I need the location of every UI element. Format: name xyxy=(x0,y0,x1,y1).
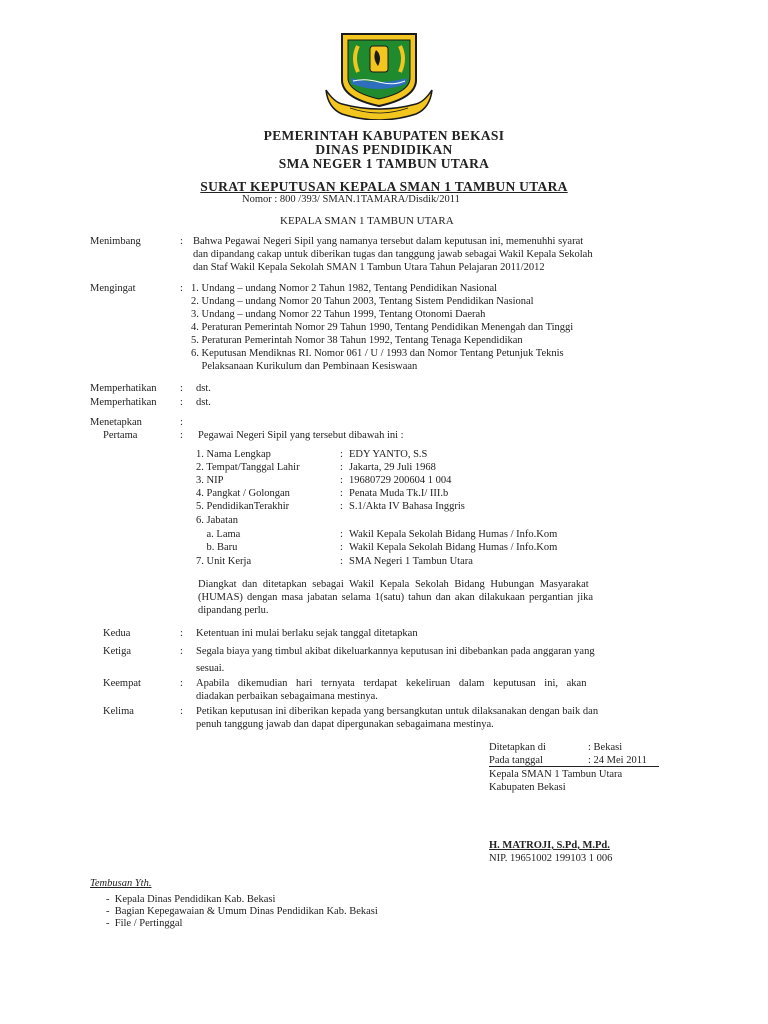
kelima-text: Petikan keputusan ini diberikan kepada yang bersangkutan untuk dilaksanakan dengan baik dan xyxy=(196,706,599,717)
mengingat-item: 6. Keputusan Mendiknas RI. Nomor 061 / U / 1993 dan Nomor Tentang Petunjuk Teknis xyxy=(191,348,564,359)
identity-value: S.1/Akta IV Bahasa Inggris xyxy=(349,501,465,512)
identity-colon: : xyxy=(340,449,343,460)
kelima-label: Kelima xyxy=(103,706,134,717)
menimbang-colon: : xyxy=(180,236,183,247)
memperhatikan-value: dst. xyxy=(196,397,211,408)
mengingat-label: Mengingat xyxy=(90,283,136,294)
memperhatikan-value: dst. xyxy=(196,383,211,394)
mengingat-item: 5. Peraturan Pemerintah Nomor 38 Tahun 1992, Tentang Tenaga Kependidikan xyxy=(191,335,523,346)
kelima-colon: : xyxy=(180,706,183,717)
tembusan-item: - File / Pertinggal xyxy=(106,918,183,929)
mengingat-item: 4. Peraturan Pemerintah Nomor 29 Tahun 1990, Tentang Pendidikan Menengah dan Tinggi xyxy=(191,322,574,333)
menetapkan-label: Menetapkan xyxy=(90,417,142,428)
kedua-label: Kedua xyxy=(103,628,131,639)
identity-label: 1. Nama Lengkap xyxy=(196,449,271,460)
appointment-paragraph: dipandang perlu. xyxy=(198,605,269,616)
identity-colon: : xyxy=(340,462,343,473)
keempat-label: Keempat xyxy=(103,678,141,689)
tembusan-item: - Bagian Kepegawaian & Umum Dinas Pendidikan Kab. Bekasi xyxy=(106,906,378,917)
mengingat-item: Pelaksanaan Kurikulum dan Pembinaan Kesiswaan xyxy=(191,361,418,372)
bekasi-emblem-logo xyxy=(320,28,438,120)
pertama-colon: : xyxy=(180,430,183,441)
ketiga-colon: : xyxy=(180,646,183,657)
identity-label: 4. Pangkat / Golongan xyxy=(196,488,290,499)
identity-label: 5. PendidikanTerakhir xyxy=(196,501,290,512)
keempat-text: diadakan perbaikan sebagaimana mestinya. xyxy=(196,691,378,702)
tembusan-item: - Kepala Dinas Pendidikan Kab. Bekasi xyxy=(106,894,276,905)
identity-label: 6. Jabatan xyxy=(196,515,238,526)
ditetapkan-label: Ditetapkan di xyxy=(489,742,546,753)
signer-region: Kabupaten Bekasi xyxy=(489,782,566,793)
pertama-text: Pegawai Negeri Sipil yang tersebut dibawah ini : xyxy=(198,430,404,441)
memperhatikan-label: Memperhatikan xyxy=(90,397,157,408)
date-underline xyxy=(489,766,659,767)
ditetapkan-value: : Bekasi xyxy=(588,742,623,753)
identity-colon: : xyxy=(340,556,343,567)
identity-colon: : xyxy=(340,475,343,486)
keempat-colon: : xyxy=(180,678,183,689)
tanggal-label: Pada tanggal xyxy=(489,755,543,766)
header-school: SMA NEGER 1 TAMBUN UTARA xyxy=(278,156,490,171)
identity-label: 7. Unit Kerja xyxy=(196,556,252,567)
header-department: DINAS PENDIDIKAN xyxy=(315,142,453,157)
identity-value: Wakil Kepala Sekolah Bidang Humas / Info.Kom xyxy=(349,529,558,540)
identity-colon: : xyxy=(340,542,343,553)
tembusan-title: Tembusan Yth. xyxy=(90,878,152,889)
identity-label: a. Lama xyxy=(196,529,241,540)
memperhatikan-colon: : xyxy=(180,397,183,408)
mengingat-colon: : xyxy=(180,283,183,294)
identity-colon: : xyxy=(340,529,343,540)
signer-position: Kepala SMAN 1 Tambun Utara xyxy=(489,769,623,780)
header-government: PEMERINTAH KABUPATEN BEKASI xyxy=(263,128,505,143)
identity-value: 19680729 200604 1 004 xyxy=(349,475,452,486)
kelima-text: penuh tanggung jawab dan dapat dipergunakan sebagaimana mestinya. xyxy=(196,719,494,730)
appointment-paragraph: (HUMAS) dengan masa jabatan selama 1(satu) tahun dan akan dilakukaan pergantian jika xyxy=(198,592,594,603)
mengingat-item: 1. Undang – undang Nomor 2 Tahun 1982, Tentang Pendidikan Nasional xyxy=(191,283,498,294)
identity-value: Penata Muda Tk.I/ III.b xyxy=(349,488,449,499)
mengingat-item: 2. Undang – undang Nomor 20 Tahun 2003, Tentang Sistem Pendidikan Nasional xyxy=(191,296,534,307)
appointment-paragraph: Diangkat dan ditetapkan sebagai Wakil Kepala Sekolah Bidang Hubungan Masyarakat xyxy=(198,579,589,590)
signer-nip: NIP. 19651002 199103 1 006 xyxy=(489,853,613,864)
decree-subtitle: KEPALA SMAN 1 TAMBUN UTARA xyxy=(280,215,454,227)
decree-number: Nomor : 800 /393/ SMAN.1TAMARA/Disdik/2011 xyxy=(242,194,460,205)
identity-value: Wakil Kepala Sekolah Bidang Humas / Info.Kom xyxy=(349,542,558,553)
mengingat-item: 3. Undang – undang Nomor 22 Tahun 1999, Tentang Otonomi Daerah xyxy=(191,309,486,320)
kedua-text: Ketentuan ini mulai berlaku sejak tanggal ditetapkan xyxy=(196,628,418,639)
identity-colon: : xyxy=(340,488,343,499)
tanggal-value: : 24 Mei 2011 xyxy=(588,755,647,766)
identity-colon: : xyxy=(340,501,343,512)
menimbang-line: dan Staf Wakil Kepala Sekolah SMAN 1 Tambun Utara Tahun Pelajaran 2011/2012 xyxy=(193,262,545,273)
identity-value: SMA Negeri 1 Tambun Utara xyxy=(349,556,473,567)
ketiga-text: Segala biaya yang timbul akibat dikeluarkannya keputusan ini dibebankan pada anggaran yang xyxy=(196,646,595,657)
decree-title: SURAT KEPUTUSAN KEPALA SMAN 1 TAMBUN UTARA xyxy=(200,179,568,194)
keempat-text: Apabila dikemudian hari ternyata terdapat kekeliruan dalam keputusan ini, akan xyxy=(196,678,587,689)
signer-name: H. MATROJI, S.Pd, M.Pd. xyxy=(489,840,610,851)
kedua-colon: : xyxy=(180,628,183,639)
pertama-label: Pertama xyxy=(103,430,138,441)
menetapkan-colon: : xyxy=(180,417,183,428)
ketiga-label: Ketiga xyxy=(103,646,131,657)
menimbang-line: Bahwa Pegawai Negeri Sipil yang namanya tersebut dalam keputusan ini, memenuhhi syarat xyxy=(193,236,584,247)
identity-value: EDY YANTO, S.S xyxy=(349,449,428,460)
memperhatikan-colon: : xyxy=(180,383,183,394)
menimbang-label: Menimbang xyxy=(90,236,141,247)
identity-label: 3. NIP xyxy=(196,475,224,486)
menimbang-line: dan dipandang cakap untuk diberikan tugas dan tanggung jawab sebagai Wakil Kepala Sekolah xyxy=(193,249,593,260)
identity-value: Jakarta, 29 Juli 1968 xyxy=(349,462,436,473)
identity-label: b. Baru xyxy=(196,542,238,553)
memperhatikan-label: Memperhatikan xyxy=(90,383,157,394)
identity-label: 2. Tempat/Tanggal Lahir xyxy=(196,462,300,473)
ketiga-text: sesuai. xyxy=(196,663,225,674)
